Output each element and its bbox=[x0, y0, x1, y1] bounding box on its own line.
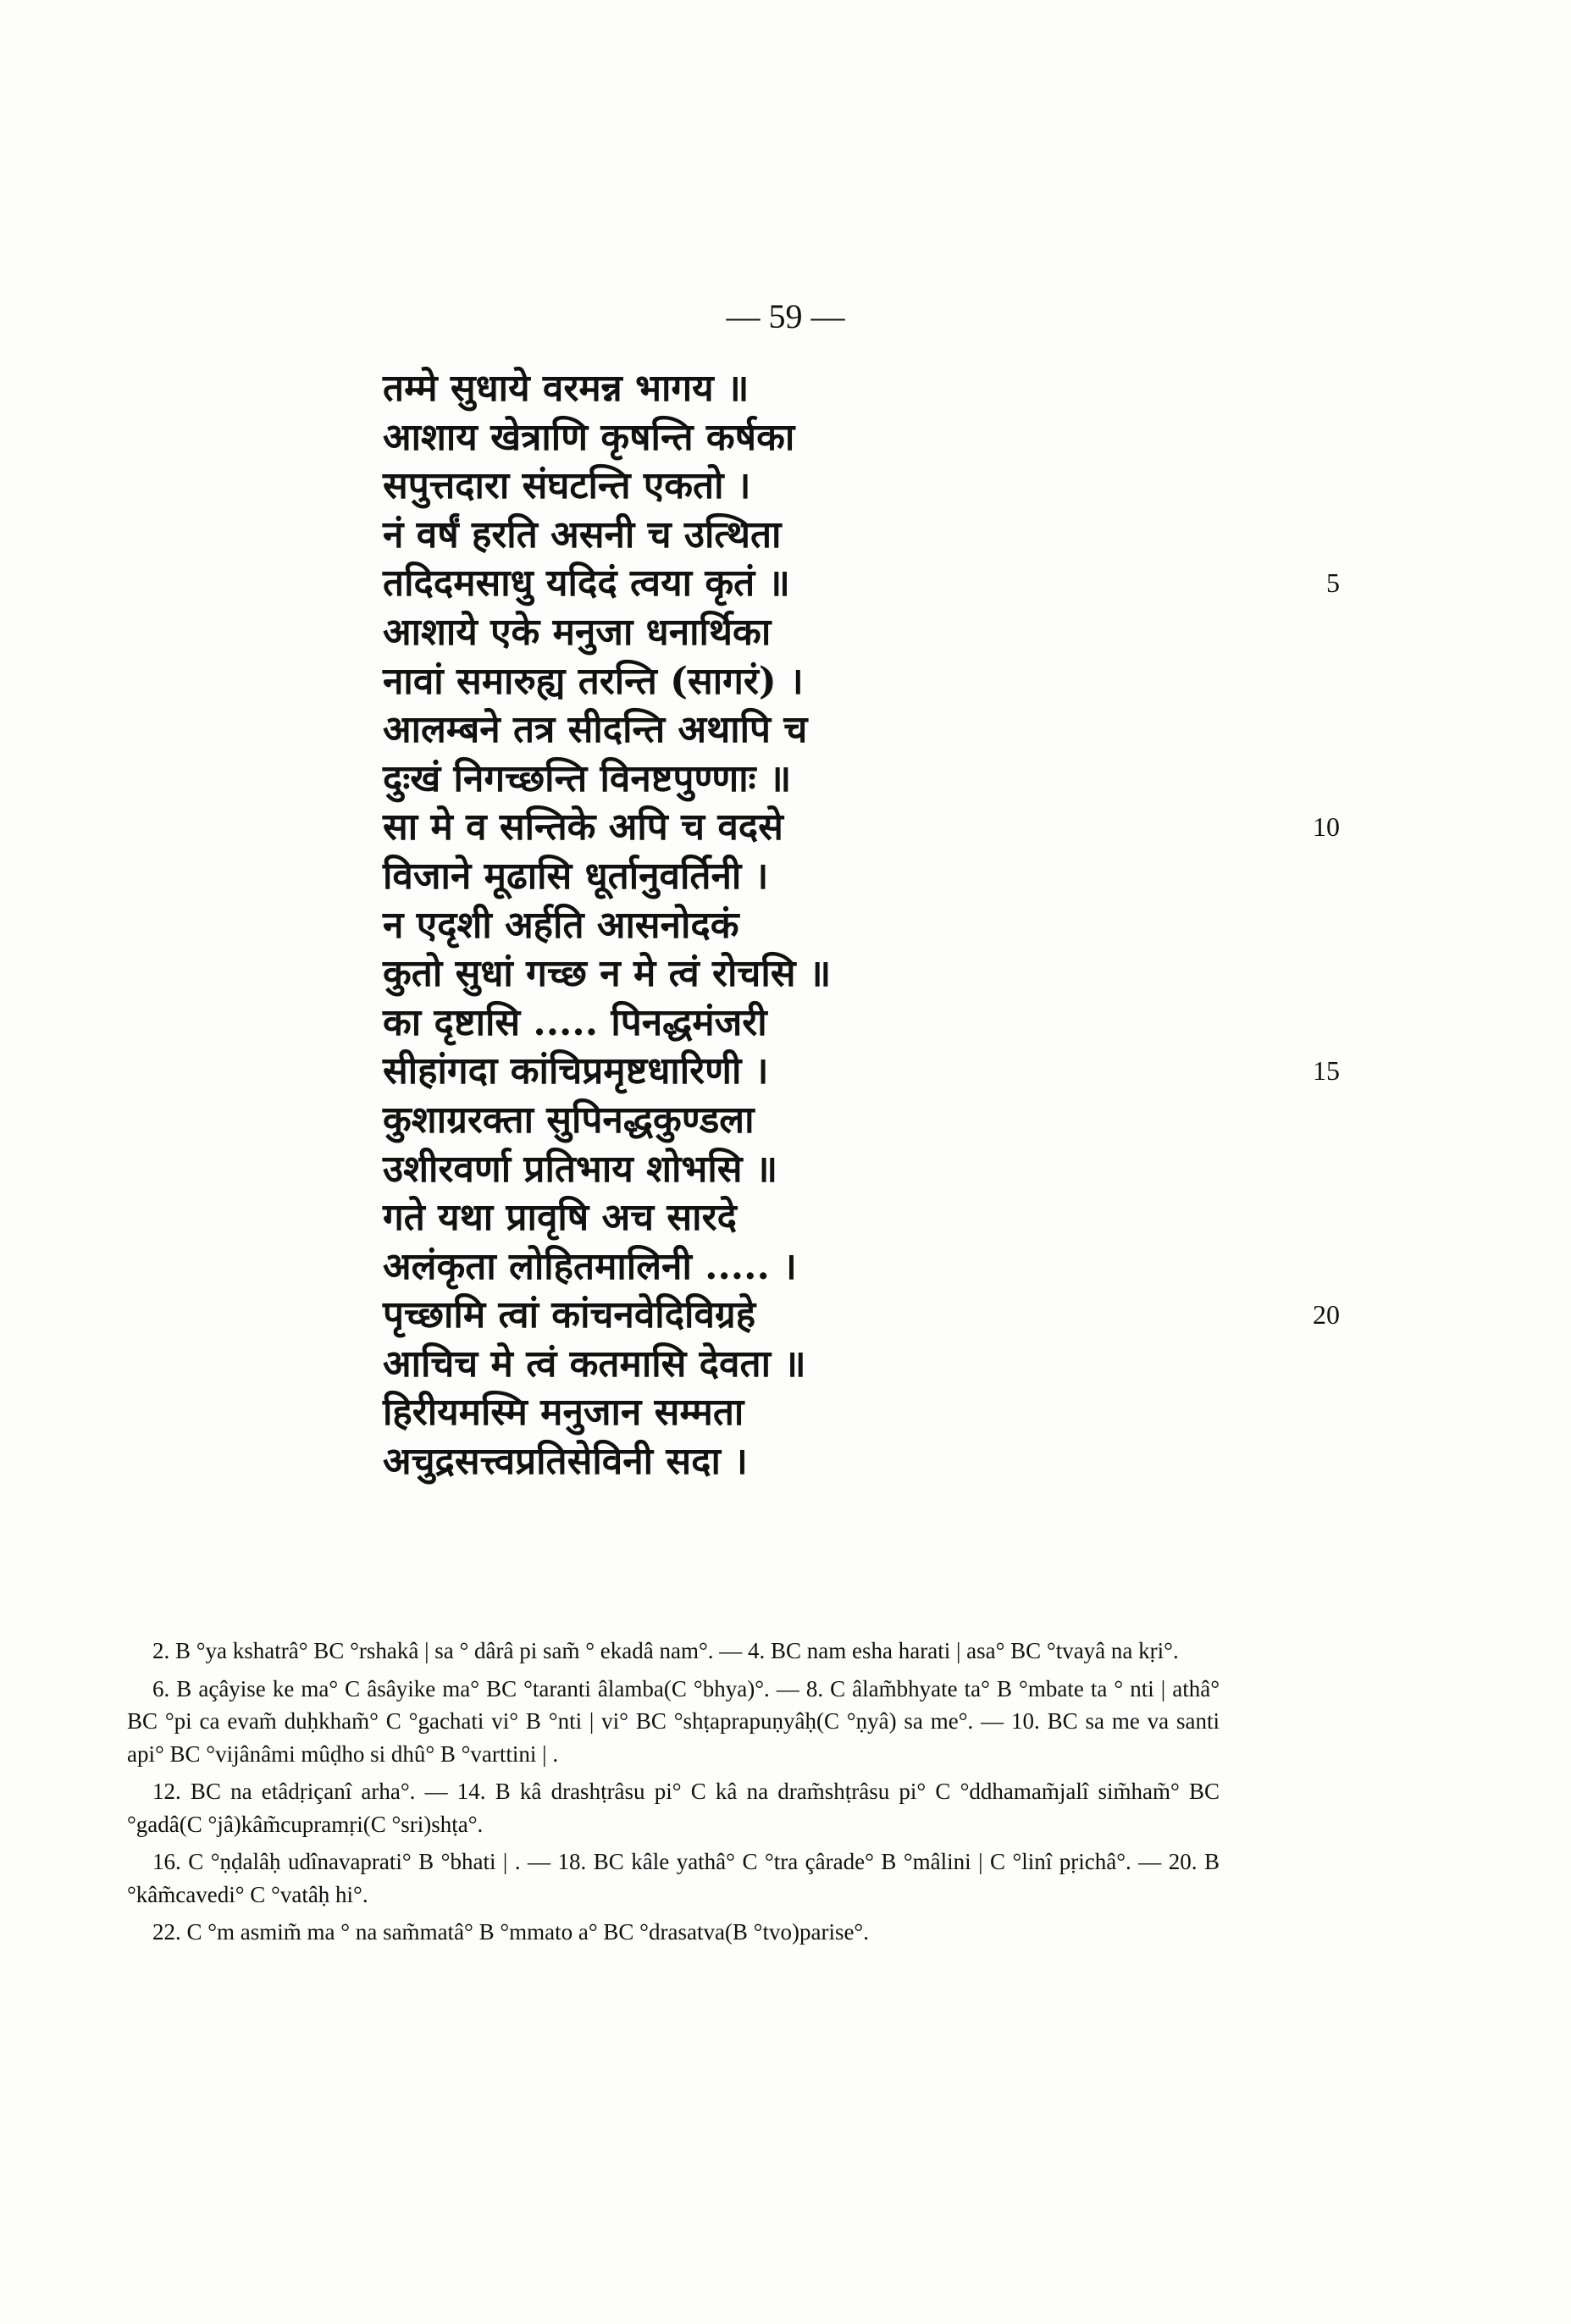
verse-text: आलम्बने तत्र सीदन्ति अथापि च bbox=[383, 708, 808, 752]
footnote: 16. C °ṇḍalâḥ udînavaprati° B °bhati | . — 18. BC kâle yathâ° C °tra çârade° B °mâlini | C °linî pṛichâ°. — 20. B °kâm̃cavedi° C °vatâḥ hi°. bbox=[127, 1849, 1220, 1907]
verse-text: अचुद्रसत्त्वप्रतिसेविनी सदा । bbox=[383, 1440, 748, 1484]
verse-text: अलंकृता लोहितमालिनी ..... । bbox=[383, 1244, 797, 1288]
verse-text: दुःखं निगच्छन्ति विनष्टपुण्णाः ॥ bbox=[383, 756, 792, 800]
verse-text: हिरीयमस्मि मनुजान सम्मता bbox=[383, 1391, 744, 1435]
verse-text: तम्मे सुधाये वरमन्न भागय ॥ bbox=[383, 367, 750, 410]
footnote: 12. BC na etâdṛiçanî arha°. — 14. B kâ drashṭrâsu pi° C kâ na dram̃shṭrâsu pi° C °ddhamam̃jalî sim̃ham̃° BC °gadâ(C °jâ)kâm̃cupramṛi(C °sri)shṭa°. bbox=[127, 1779, 1220, 1837]
verse-text: सीहांगदा कांचिप्रमृष्टधारिणी । bbox=[383, 1049, 769, 1093]
verse-line bbox=[383, 1388, 1314, 1437]
line-number: 10 bbox=[1313, 811, 1340, 843]
verse-text: कुतो सुधां गच्छ न मे त्वं रोचसि ॥ bbox=[383, 952, 832, 996]
verse-text: विजाने मूढासि धूर्तानुवर्तिनी । bbox=[383, 854, 769, 898]
verse-line bbox=[383, 1291, 1340, 1340]
verse-line bbox=[383, 949, 1314, 999]
verse-line bbox=[383, 803, 1340, 852]
verse-text: पृच्छामि त्वां कांचनवेदिविग्रहे bbox=[383, 1293, 756, 1337]
verse-line bbox=[383, 462, 1314, 511]
verse-text: सा मे व सन्तिके अपि च वदसे bbox=[383, 805, 783, 849]
verse-text: नावां समारुह्य तरन्ति (सागरं) । bbox=[383, 659, 804, 703]
verse-line bbox=[383, 413, 1314, 462]
footnote: 22. C °m asmim̃ ma ° na sam̃matâ° B °mmato a° BC °drasatva(B °tvo)parise°. bbox=[152, 1919, 869, 1945]
verse-line bbox=[383, 1096, 1314, 1145]
verse-line bbox=[383, 364, 1314, 413]
verse-line bbox=[383, 657, 1314, 706]
line-number: 5 bbox=[1326, 567, 1340, 599]
verse-text: सपुत्तदारा संघटन्ति एकतो । bbox=[383, 464, 751, 508]
verse-line bbox=[383, 1193, 1314, 1242]
page-number: — 59 — bbox=[726, 297, 845, 335]
verse-line bbox=[383, 852, 1314, 901]
verse-line bbox=[383, 511, 1314, 560]
footnote: 2. B °ya kshatrâ° BC °rshakâ | sa ° dârâ pi sam̃ ° ekadâ nam°. — 4. BC nam esha harati | asa° BC °tvayâ na kṛi°. bbox=[152, 1638, 1179, 1663]
line-number: 20 bbox=[1313, 1299, 1340, 1331]
verse-text: उशीरवर्णा प्रतिभाय शोभसि ॥ bbox=[383, 1147, 778, 1191]
verse-line bbox=[383, 755, 1314, 804]
verse-line bbox=[383, 901, 1314, 950]
verse-line bbox=[383, 999, 1314, 1048]
verse-line bbox=[383, 1340, 1314, 1389]
verse-text: आशाये एके मनुजा धनार्थिका bbox=[383, 610, 772, 654]
verse-text: आचिच मे त्वं कतमासि देवता ॥ bbox=[383, 1342, 806, 1386]
verse-line bbox=[383, 1047, 1340, 1096]
verse-text: का दृष्टासि ..... पिनद्धमंजरी bbox=[383, 1000, 767, 1044]
verse-line bbox=[383, 559, 1340, 608]
verse-text: कुशाग्ररक्ता सुपिनद्धकुण्डला bbox=[383, 1098, 755, 1142]
verse-block bbox=[383, 364, 1340, 1486]
verse-line bbox=[383, 608, 1314, 657]
verse-line bbox=[383, 1145, 1314, 1194]
verse-text: गते यथा प्रावृषि अच सारदे bbox=[383, 1196, 737, 1240]
verse-line bbox=[383, 1437, 1314, 1486]
footnotes bbox=[127, 1635, 1220, 1954]
verse-line bbox=[383, 706, 1314, 755]
verse-text: नं वर्षं हरति असनी च उत्थिता bbox=[383, 512, 782, 556]
verse-text: न एदृशी अर्हति आसनोदकं bbox=[383, 903, 739, 947]
verse-text: आशाय खेत्राणि कृषन्ति कर्षका bbox=[383, 415, 795, 459]
line-number: 15 bbox=[1313, 1055, 1340, 1087]
verse-line bbox=[383, 1242, 1314, 1292]
footnote: 6. B açâyise ke ma° C âsâyike ma° BC °taranti âlamba(C °bhya)°. — 8. C âlam̃bhyate ta° B °mbate ta ° nti | athâ° BC °pi ca evam̃ duḥkham̃° C °gachati vi° B °nti | vi° BC °shṭaprapuṇyâḥ(C °ṇyâ) sa me°. — 10. BC sa me va santi api° BC °vijânâmi mûḍho si dhû° B °varttini | . bbox=[127, 1675, 1220, 1767]
verse-text: तदिदमसाधु यदिदं त्वया कृतं ॥ bbox=[383, 562, 790, 606]
